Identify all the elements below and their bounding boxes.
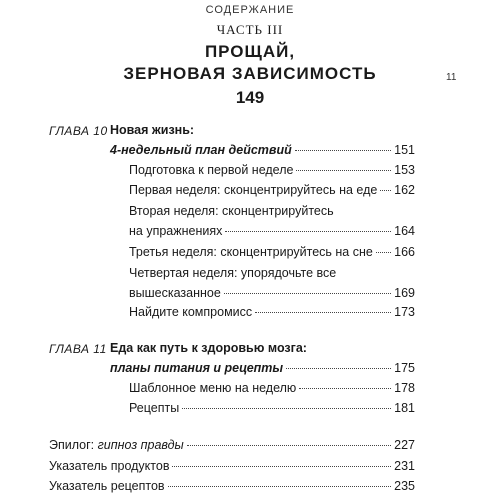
toc-entry-text: вышесказанное: [129, 286, 221, 300]
toc-entry-text: Указатель продуктов: [49, 459, 170, 473]
page-ref: 164: [394, 224, 415, 238]
part-page-number: 149: [235, 88, 265, 107]
toc-entry: [129, 285, 415, 301]
part-label: ЧАСТЬ III: [216, 22, 284, 37]
chapter-10-label: ГЛАВА 10: [49, 124, 108, 138]
toc-entry-text: на упражнениях: [129, 224, 223, 238]
toc-entry-text: Первая неделя: сконцентрируйтесь на еде: [129, 183, 378, 197]
toc-entry-text: [49, 437, 184, 453]
toc-entry: [129, 244, 415, 260]
leader-dots: [296, 170, 391, 171]
page-ref: 175: [394, 361, 415, 375]
chapter-11-subtitle-row: [110, 360, 415, 376]
page-ref: 153: [394, 163, 415, 177]
page-number: 11: [446, 72, 457, 83]
toc-entry: [129, 162, 415, 178]
toc-entry-text-line1: Вторая неделя: сконцентрируйтесь: [129, 204, 334, 218]
page-ref: 169: [394, 286, 415, 300]
leader-dots: [299, 388, 391, 389]
page-ref: 166: [394, 245, 415, 259]
chapter-10-title: Новая жизнь:: [110, 123, 195, 137]
chapter-11-title: Еда как путь к здоровью мозга:: [110, 341, 307, 355]
toc-entry-text-line1: Четвертая неделя: упорядочьте все: [129, 266, 337, 280]
chapter-11-label: ГЛАВА 11: [49, 342, 107, 356]
chapter-10-subtitle-row: [110, 142, 415, 158]
page-ref: 235: [394, 479, 415, 493]
toc-entry-epilogue: [49, 437, 415, 453]
leader-dots: [286, 368, 391, 369]
toc-entry-text: Указатель рецептов: [49, 479, 165, 493]
chapter-10-subtitle: 4-недельный план действий: [110, 143, 292, 157]
leader-dots: [376, 252, 391, 253]
toc-entry: [129, 182, 415, 198]
page-ref: 173: [394, 305, 415, 319]
toc-entry-text: Третья неделя: сконцентрируйтесь на сне: [129, 245, 373, 259]
leader-dots: [187, 445, 391, 446]
page-ref: 227: [394, 438, 415, 452]
toc-entry-recipe-index: [49, 478, 415, 494]
leader-dots: [380, 190, 391, 191]
epilogue-label: Эпилог:: [49, 438, 98, 452]
leader-dots: [168, 486, 392, 487]
toc-entry-product-index: [49, 458, 415, 474]
part-title-line2: ЗЕРНОВАЯ ЗАВИСИМОСТЬ: [123, 64, 377, 83]
page-ref: 162: [394, 183, 415, 197]
toc-entry: [129, 400, 415, 416]
toc-entry-text: Шаблонное меню на неделю: [129, 381, 297, 395]
leader-dots: [295, 150, 391, 151]
running-head: СОДЕРЖАНИЕ: [205, 4, 295, 16]
chapter-11-subtitle: планы питания и рецепты: [110, 361, 284, 375]
page-ref: 151: [394, 143, 415, 157]
leader-dots: [224, 293, 391, 294]
toc-entry: [129, 223, 415, 239]
toc-entry-text: Рецепты: [129, 401, 180, 415]
toc-entry-text: Найдите компромисс: [129, 305, 253, 319]
epilogue-title: гипноз правды: [97, 438, 184, 452]
part-title-line1: ПРОЩАЙ,: [204, 42, 296, 61]
toc-entry: [129, 304, 415, 320]
leader-dots: [255, 312, 391, 313]
toc-entry: [129, 380, 415, 396]
leader-dots: [172, 466, 391, 467]
page-ref: 181: [394, 401, 415, 415]
page-ref: 231: [394, 459, 415, 473]
page-ref: 178: [394, 381, 415, 395]
toc-entry-text: Подготовка к первой неделе: [129, 163, 294, 177]
leader-dots: [182, 408, 391, 409]
leader-dots: [225, 231, 391, 232]
